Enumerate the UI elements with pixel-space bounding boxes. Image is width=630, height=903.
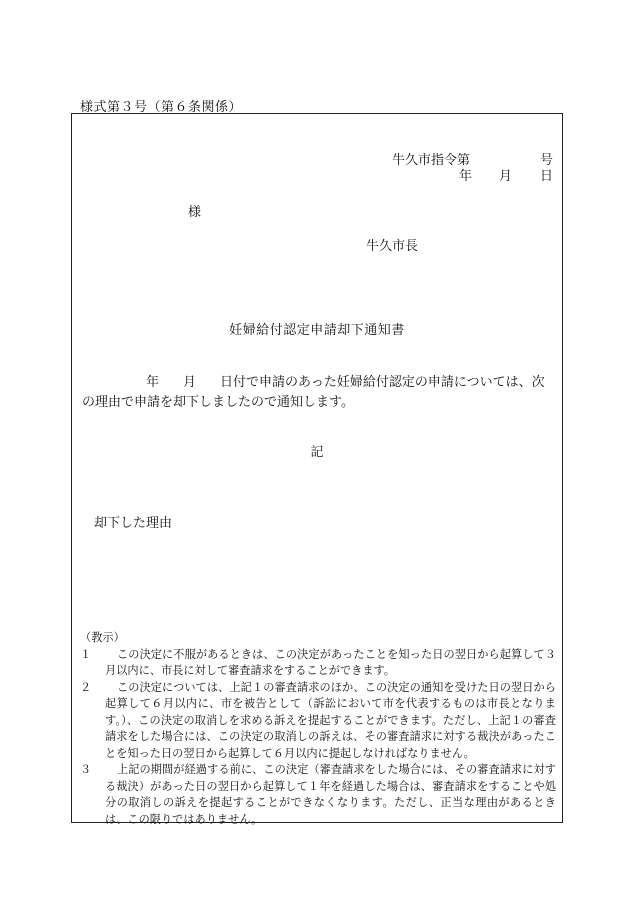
body-text: 日付で申請のあった妊婦給付認定の申請については、次の理由で申請を却下しましたので通知します。 [82,375,545,410]
document-frame [71,113,563,826]
doc-number-prefix: 牛久市指令第 [392,153,471,168]
instruction-text: この決定に不服があるときは、この決定があったことを知った日の翌日から起算して３月以内に、市長に対して審査請求をすることができます。 [105,647,556,677]
instructions-section [80,630,556,828]
ki-heading: 記 [310,445,324,460]
issuer-name: 牛久市長 [366,239,419,254]
form-number-label: 様式第３号（第６条関係） [80,100,243,115]
instruction-number: １ [80,647,92,661]
date-day-label: 日 [540,169,554,184]
addressee-honorific: 様 [188,205,202,220]
instruction-number: ３ [80,763,92,776]
date-month-label: 月 [499,169,513,184]
instructions-heading: （教示） [80,631,125,644]
rejection-reason-label: 却下した理由 [94,516,173,531]
body-year-label: 年 [146,375,160,390]
instruction-text: この決定については、上記１の審査請求のほか、この決定の通知を受けた日の翌日から起算して６月以内に、市を被告として（訴訟において市を代表するものは市長となります。）、この決定の取消しを求める訴えを提起することができます。ただし、上記１の審査請求をした場合には、この決定の取消しの訴えは、その審査請求に対する裁決があったことを知った日の翌日から起算して６月以内に提起しなければなりません。 [105,680,556,760]
instruction-item [80,680,556,763]
body-month-label: 月 [183,375,197,390]
instruction-number: ２ [80,680,92,694]
doc-number-suffix: 号 [540,153,554,168]
date-year-label: 年 [459,169,473,184]
instruction-text: 上記の期間が経過する前に、この決定（審査請求をした場合には、その審査請求に対する裁決）があった日の翌日から起算して１年を経過した場合は、審査請求をすることや処分の取消しの訴えを提起することができなくなります。ただし、正当な理由があるときは、この限りではありません。 [105,763,556,826]
notice-body [82,373,552,413]
instruction-item [80,647,556,680]
instruction-item [80,762,556,828]
document-title: 妊婦給付認定申請却下通知書 [229,323,405,338]
